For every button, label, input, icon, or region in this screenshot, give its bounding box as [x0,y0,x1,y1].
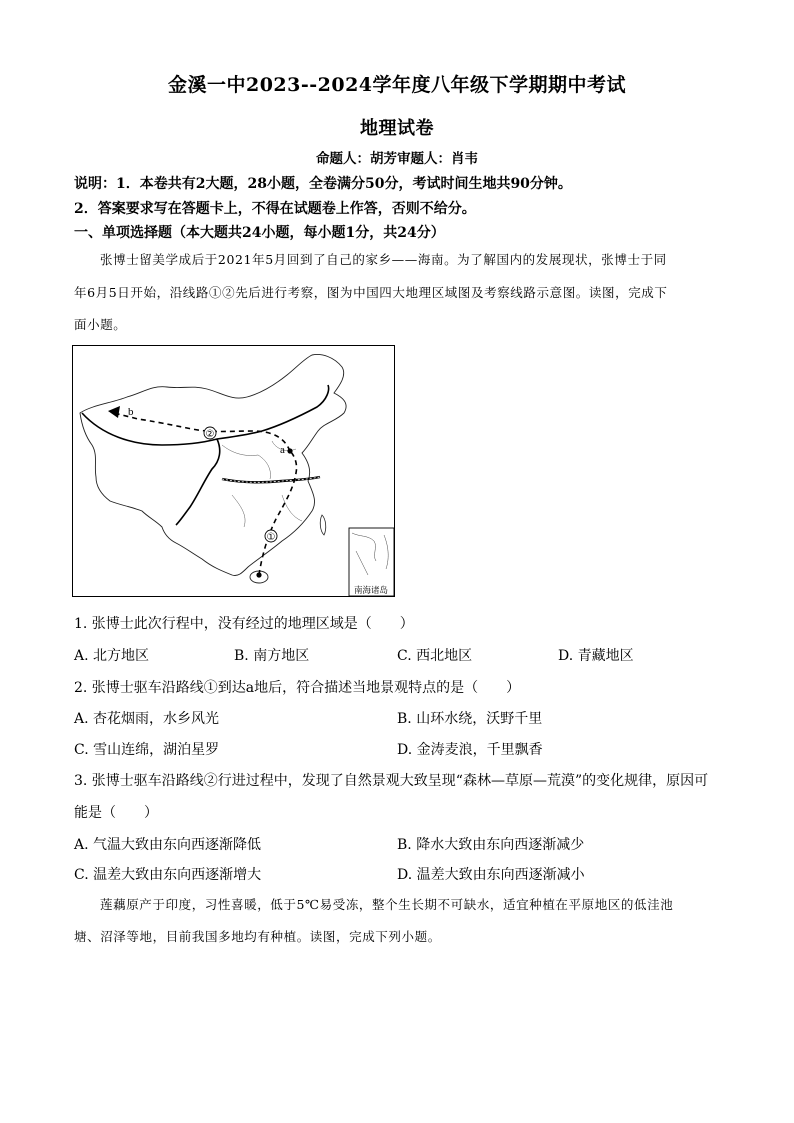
question-2-stem: 2. 张博士驱车沿路线①到达a地后，符合描述当地景观特点的是（ ） [74,680,521,696]
point-a-marker [287,448,292,453]
question-3-stem-line-2: 能是（ ） [74,805,158,821]
exam-authors: 命题人：胡芳审题人：肖韦 [316,151,478,167]
question-2-option-d[interactable]: D. 金涛麦浪，千里飘香 [397,742,543,758]
question-2-option-c[interactable]: C. 雪山连绵，湖泊星罗 [74,742,220,758]
exam-title: 金溪一中2023--2024学年度八年级下学期期中考试 [167,74,627,96]
map-route-1-label: ① [266,532,276,543]
map-frame [73,346,395,597]
question-3-stem-line-1: 3. 张博士驱车沿路线②行进过程中，发现了自然景观大致呈现“森林—草原—荒漠”的变化规律，原因可 [74,773,709,789]
question-1-stem: 1. 张博士此次行程中，没有经过的地理区域是（ ） [74,616,414,632]
instruction-line-2: 2．答案要求写在答题卡上，不得在试题卷上作答，否则不给分。 [74,201,476,217]
passage-1-line-1: 张博士留美学成后于2021年5月回到了自己的家乡——海南。为了解国内的发展现状，张博士于同 [100,252,667,267]
question-3-option-d[interactable]: D. 温差大致由东向西逐渐减小 [397,867,585,883]
question-3-option-a[interactable]: A. 气温大致由东向西逐渐降低 [74,837,262,853]
passage-2-line-2: 塘、沼泽等地，目前我国多地均有种植。读图，完成下列小题。 [74,929,441,944]
inset-label: 南海诸岛 [353,586,389,596]
question-1-option-c[interactable]: C. 西北地区 [397,648,473,664]
map-label-a: a [280,444,285,456]
question-3-option-b[interactable]: B. 降水大致由东向西逐渐减少 [397,837,585,853]
question-1-option-b[interactable]: B. 南方地区 [234,648,310,664]
instruction-line-1: 说明：1．本卷共有2大题，28小题，全卷满分50分，考试时间生地共90分钟。 [74,176,572,192]
passage-1-line-2: 年6月5日开始，沿线路①②先后进行考察，图为中国四大地理区域图及考察线路示意图。读图，完成下 [74,285,668,300]
hainan-start-marker [256,572,261,577]
exam-subtitle: 地理试卷 [360,118,434,139]
passage-1-line-3: 面小题。 [74,317,127,332]
map-label-b: b [128,406,134,418]
section-heading: 一、单项选择题（本大题共24小题，每小题1分，共24分） [74,225,445,241]
question-1-option-a[interactable]: A. 北方地区 [74,648,150,664]
china-regions-map [72,345,395,597]
question-3-option-c[interactable]: C. 温差大致由东向西逐渐增大 [74,867,262,883]
question-1-option-d[interactable]: D. 青藏地区 [558,648,634,664]
question-2-option-a[interactable]: A. 杏花烟雨，水乡风光 [74,711,220,727]
question-2-option-b[interactable]: B. 山环水绕，沃野千里 [397,711,543,727]
map-route-2-label: ② [205,429,215,440]
passage-2-line-1: 莲藕原产于印度，习性喜暖，低于5℃易受冻，整个生长期不可缺水，适宜种植在平原地区的低洼池 [100,897,674,912]
